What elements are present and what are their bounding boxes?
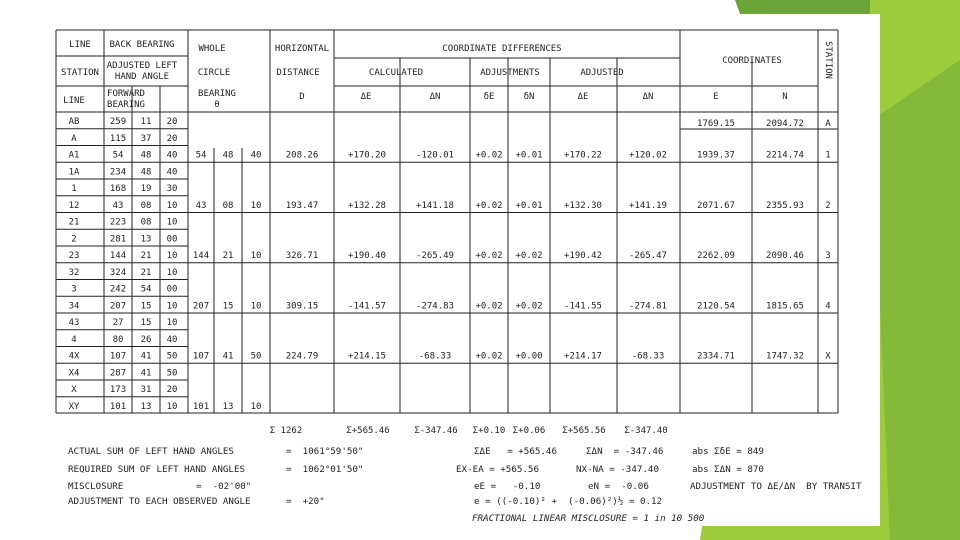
row-seconds: 50 [166, 368, 178, 379]
hdr-adjustments: ADJUSTMENTS [480, 68, 540, 78]
leg-northing: 1747.32 [766, 351, 804, 362]
whole-circle-seconds: 10 [250, 301, 262, 312]
row-degrees: 168 [109, 184, 127, 194]
leg-adjusted-de: +190.42 [564, 251, 602, 261]
hdr-circle: CIRCLE [197, 68, 231, 78]
hdr-station-vertical: STATION [823, 41, 833, 79]
leg-calc-dn: -274.83 [416, 301, 454, 312]
leg-calc-de: +190.40 [348, 251, 386, 261]
hdr-horizontal: HORIZONTAL [274, 44, 330, 54]
leg-easting: 2120.54 [697, 301, 735, 312]
row-degrees: 324 [109, 267, 127, 278]
leg-calc-de: +170.20 [348, 150, 386, 161]
leg-station: 2 [825, 200, 831, 211]
row-line-id: 2 [71, 234, 77, 245]
row-seconds: 10 [166, 251, 178, 261]
row-line-id: 21 [68, 217, 80, 228]
leg-easting: 1939.37 [697, 150, 735, 161]
row-minutes: 37 [140, 133, 152, 144]
hdr-coordinates: COORDINATES [722, 56, 782, 66]
row-seconds: 10 [166, 401, 178, 412]
adjustment-value: = +20" [286, 496, 325, 507]
hdr-whole: WHOLE [198, 44, 226, 54]
row-line-id: AB [68, 117, 80, 127]
start-station: A [825, 119, 831, 129]
leg-adj-de: +0.02 [475, 251, 503, 261]
row-degrees: 115 [109, 133, 127, 144]
row-seconds: 10 [166, 200, 178, 211]
row-degrees: 54 [112, 150, 124, 161]
leg-adj-de: +0.02 [475, 150, 503, 161]
row-minutes: 19 [140, 184, 152, 194]
leg-adjusted-de: +214.17 [564, 351, 602, 362]
row-minutes: 48 [140, 167, 152, 178]
leg-adjusted-de: +170.22 [564, 150, 602, 161]
whole-circle-degrees: 54 [195, 150, 207, 161]
required-sum-value: = 1062°01'50" [286, 464, 364, 475]
row-line-id: A [71, 133, 77, 144]
row-seconds: 00 [166, 284, 178, 295]
row-seconds: 10 [166, 301, 178, 312]
adjustment-label: ADJUSTMENT TO EACH OBSERVED ANGLE [68, 496, 251, 507]
hdr-calculated: CALCULATED [368, 68, 424, 78]
hdr-e: E [713, 92, 719, 102]
row-line-id: 12 [68, 200, 80, 211]
leg-northing: 2090.46 [766, 251, 804, 261]
whole-circle-minutes: 08 [222, 200, 234, 211]
leg-distance: 326.71 [285, 251, 319, 261]
adjustment-transit: ADJUSTMENT TO ΔE/ΔN BY TRANSIT [690, 481, 862, 492]
row-line-id: X [71, 385, 77, 395]
hdr-forward-1: FORWARD [107, 89, 145, 99]
eps-n: eN = -0.06 [588, 481, 649, 492]
required-sum-label: REQUIRED SUM OF LEFT HAND ANGLES [68, 464, 246, 475]
row-minutes: 26 [140, 334, 152, 345]
row-minutes: 15 [140, 301, 152, 312]
actual-sum-value: = 1061°59'50" [286, 446, 364, 457]
row-minutes: 21 [140, 267, 152, 278]
leg-northing: 2355.93 [766, 200, 804, 211]
hdr-line: LINE [69, 40, 91, 50]
leg-calc-dn: +141.18 [416, 200, 454, 211]
row-minutes: 48 [140, 150, 152, 161]
nx-na: NX-NA = -347.40 [576, 464, 659, 475]
whole-circle-minutes: 13 [222, 401, 234, 412]
row-minutes: 08 [140, 217, 152, 228]
total-adj-dn: Σ+0.06 [512, 426, 546, 436]
total-calc-de: Σ+565.46 [346, 426, 390, 436]
row-seconds: 10 [166, 267, 178, 278]
leg-calc-de: -141.57 [348, 301, 386, 312]
hdr-back-bearing: BACK BEARING [109, 40, 175, 50]
leg-adj-dn: +0.01 [515, 200, 543, 211]
whole-circle-seconds: 50 [250, 351, 262, 362]
leg-adj-dn: +0.02 [515, 251, 543, 261]
total-adjusted-de: Σ+565.56 [562, 426, 606, 436]
leg-adjusted-dn: -265.47 [629, 251, 667, 261]
whole-circle-seconds: 40 [250, 150, 262, 161]
misclosure-value: = -02'00" [196, 481, 252, 492]
row-minutes: 13 [140, 234, 152, 245]
hdr-line-2: LINE [63, 96, 85, 106]
row-degrees: 101 [109, 401, 127, 412]
sum-de: ΣΔE = +565.46 [474, 446, 557, 457]
row-minutes: 11 [140, 117, 152, 127]
leg-distance: 224.79 [285, 351, 319, 362]
whole-circle-degrees: 207 [192, 301, 210, 312]
row-degrees: 242 [109, 284, 127, 295]
leg-adjusted-dn: -68.33 [631, 351, 665, 362]
sum-dn: ΣΔN = -347.46 [586, 446, 664, 457]
abs-de: abs ΣδE = 849 [692, 446, 764, 457]
total-calc-dn: Σ-347.46 [414, 426, 458, 436]
row-degrees: 173 [109, 385, 127, 395]
whole-circle-seconds: 10 [250, 401, 262, 412]
row-minutes: 15 [140, 318, 152, 328]
whole-circle-minutes: 15 [222, 301, 234, 312]
hdr-n: N [782, 92, 788, 102]
e-formula: e = ((-0.10)² + (-0.06)²)½ = 0.12 [474, 496, 663, 507]
leg-northing: 1815.65 [766, 301, 804, 312]
row-seconds: 20 [166, 385, 178, 395]
row-degrees: 223 [109, 217, 127, 228]
row-degrees: 259 [109, 117, 127, 127]
leg-station: X [825, 351, 831, 362]
hdr-adjusted: ADJUSTED [580, 68, 624, 78]
leg-adjusted-dn: +120.02 [629, 150, 667, 161]
row-degrees: 43 [112, 200, 124, 211]
whole-circle-seconds: 10 [250, 251, 262, 261]
row-seconds: 50 [166, 351, 178, 362]
whole-circle-degrees: 144 [192, 251, 210, 261]
row-degrees: 80 [112, 334, 124, 345]
row-line-id: X4 [68, 368, 80, 379]
whole-circle-minutes: 21 [222, 251, 234, 261]
leg-adj-de: +0.02 [475, 351, 503, 362]
hdr-d: D [299, 92, 305, 102]
row-seconds: 40 [166, 150, 178, 161]
leg-distance: 309.15 [285, 301, 319, 312]
leg-calc-dn: -265.49 [416, 251, 454, 261]
row-seconds: 00 [166, 234, 178, 245]
hdr-adjusted-left-2: HAND ANGLE [114, 72, 170, 82]
ex-ea: EX-EA = +565.56 [456, 464, 539, 475]
row-minutes: 31 [140, 385, 152, 395]
leg-adjusted-de: -141.55 [564, 301, 602, 312]
leg-adj-de: +0.02 [475, 301, 503, 312]
hdr-sn: δN [523, 92, 535, 102]
row-degrees: 144 [109, 251, 127, 261]
leg-station: 3 [825, 251, 831, 261]
leg-calc-dn: -68.33 [418, 351, 452, 362]
hdr-ade: ΔE [577, 92, 589, 102]
leg-adj-dn: +0.00 [515, 351, 543, 362]
row-line-id: 3 [71, 284, 77, 295]
row-line-id: 23 [68, 251, 80, 261]
row-seconds: 40 [166, 334, 178, 345]
leg-adjusted-dn: -274.81 [629, 301, 667, 312]
hdr-adn: ΔN [642, 92, 654, 102]
row-seconds: 40 [166, 167, 178, 178]
leg-station: 4 [825, 301, 831, 312]
row-seconds: 30 [166, 184, 178, 194]
hdr-coordinate-differences: COORDINATE DIFFERENCES [442, 44, 562, 54]
whole-circle-minutes: 48 [222, 150, 234, 161]
start-easting: 1769.15 [697, 119, 735, 129]
fractional-misclosure: FRACTIONAL LINEAR MISCLOSURE = 1 in 10 500 [472, 513, 705, 524]
whole-circle-degrees: 101 [192, 401, 210, 412]
row-minutes: 13 [140, 401, 152, 412]
leg-easting: 2071.67 [697, 200, 735, 211]
leg-adj-dn: +0.02 [515, 301, 543, 312]
abs-dn: abs ΣΔN = 870 [692, 464, 764, 475]
whole-circle-degrees: 43 [195, 200, 207, 211]
leg-calc-dn: -120.01 [416, 150, 454, 161]
hdr-dn: ΔN [429, 92, 441, 102]
computation-notes [66, 424, 866, 528]
whole-circle-minutes: 41 [222, 351, 234, 362]
row-degrees: 234 [109, 167, 127, 178]
row-line-id: 43 [68, 318, 80, 328]
row-line-id: XY [68, 401, 80, 412]
row-line-id: 4X [68, 351, 80, 362]
hdr-bearing-2: θ [214, 100, 220, 110]
row-degrees: 207 [109, 301, 127, 312]
actual-sum-label: ACTUAL SUM OF LEFT HAND ANGLES [68, 446, 234, 457]
total-adj-de: Σ+0.10 [472, 426, 506, 436]
leg-distance: 208.26 [285, 150, 319, 161]
hdr-se: δE [483, 92, 495, 102]
row-degrees: 107 [109, 351, 127, 362]
row-minutes: 54 [140, 284, 152, 295]
leg-station: 1 [825, 150, 831, 161]
row-seconds: 10 [166, 217, 178, 228]
row-minutes: 21 [140, 251, 152, 261]
hdr-bearing-1: BEARING [198, 89, 236, 99]
row-minutes: 41 [140, 368, 152, 379]
leg-easting: 2262.09 [697, 251, 735, 261]
leg-adj-dn: +0.01 [515, 150, 543, 161]
leg-distance: 193.47 [285, 200, 319, 211]
hdr-adjusted-left-1: ADJUSTED LEFT [106, 61, 178, 71]
total-adjusted-dn: Σ-347.40 [624, 426, 668, 436]
row-line-id: 4 [71, 334, 77, 345]
hdr-distance: DISTANCE [276, 68, 320, 78]
hdr-station: STATION [61, 68, 99, 78]
misclosure-label: MISCLOSURE [68, 481, 124, 492]
start-northing: 2094.72 [766, 119, 804, 129]
row-line-id: 34 [68, 301, 80, 312]
row-minutes: 08 [140, 200, 152, 211]
leg-northing: 2214.74 [766, 150, 804, 161]
row-line-id: A1 [68, 150, 80, 161]
whole-circle-seconds: 10 [250, 200, 262, 211]
whole-circle-degrees: 107 [192, 351, 210, 362]
row-degrees: 281 [109, 234, 127, 245]
row-line-id: 32 [68, 267, 80, 278]
hdr-forward-2: BEARING [107, 100, 145, 110]
leg-calc-de: +214.15 [348, 351, 386, 362]
row-degrees: 27 [112, 318, 124, 328]
row-seconds: 20 [166, 133, 178, 144]
row-line-id: 1 [71, 184, 77, 194]
row-line-id: 1A [68, 167, 80, 178]
row-seconds: 10 [166, 318, 178, 328]
hdr-de: ΔE [360, 92, 372, 102]
row-seconds: 20 [166, 117, 178, 127]
leg-easting: 2334.71 [697, 351, 735, 362]
row-degrees: 287 [109, 368, 127, 379]
row-minutes: 41 [140, 351, 152, 362]
leg-adj-de: +0.02 [475, 200, 503, 211]
leg-adjusted-de: +132.30 [564, 200, 602, 211]
eps-e: eE = -0.10 [474, 481, 541, 492]
total-distance: Σ 1262 [269, 426, 303, 436]
leg-adjusted-dn: +141.19 [629, 200, 667, 211]
leg-calc-de: +132.28 [348, 200, 386, 211]
